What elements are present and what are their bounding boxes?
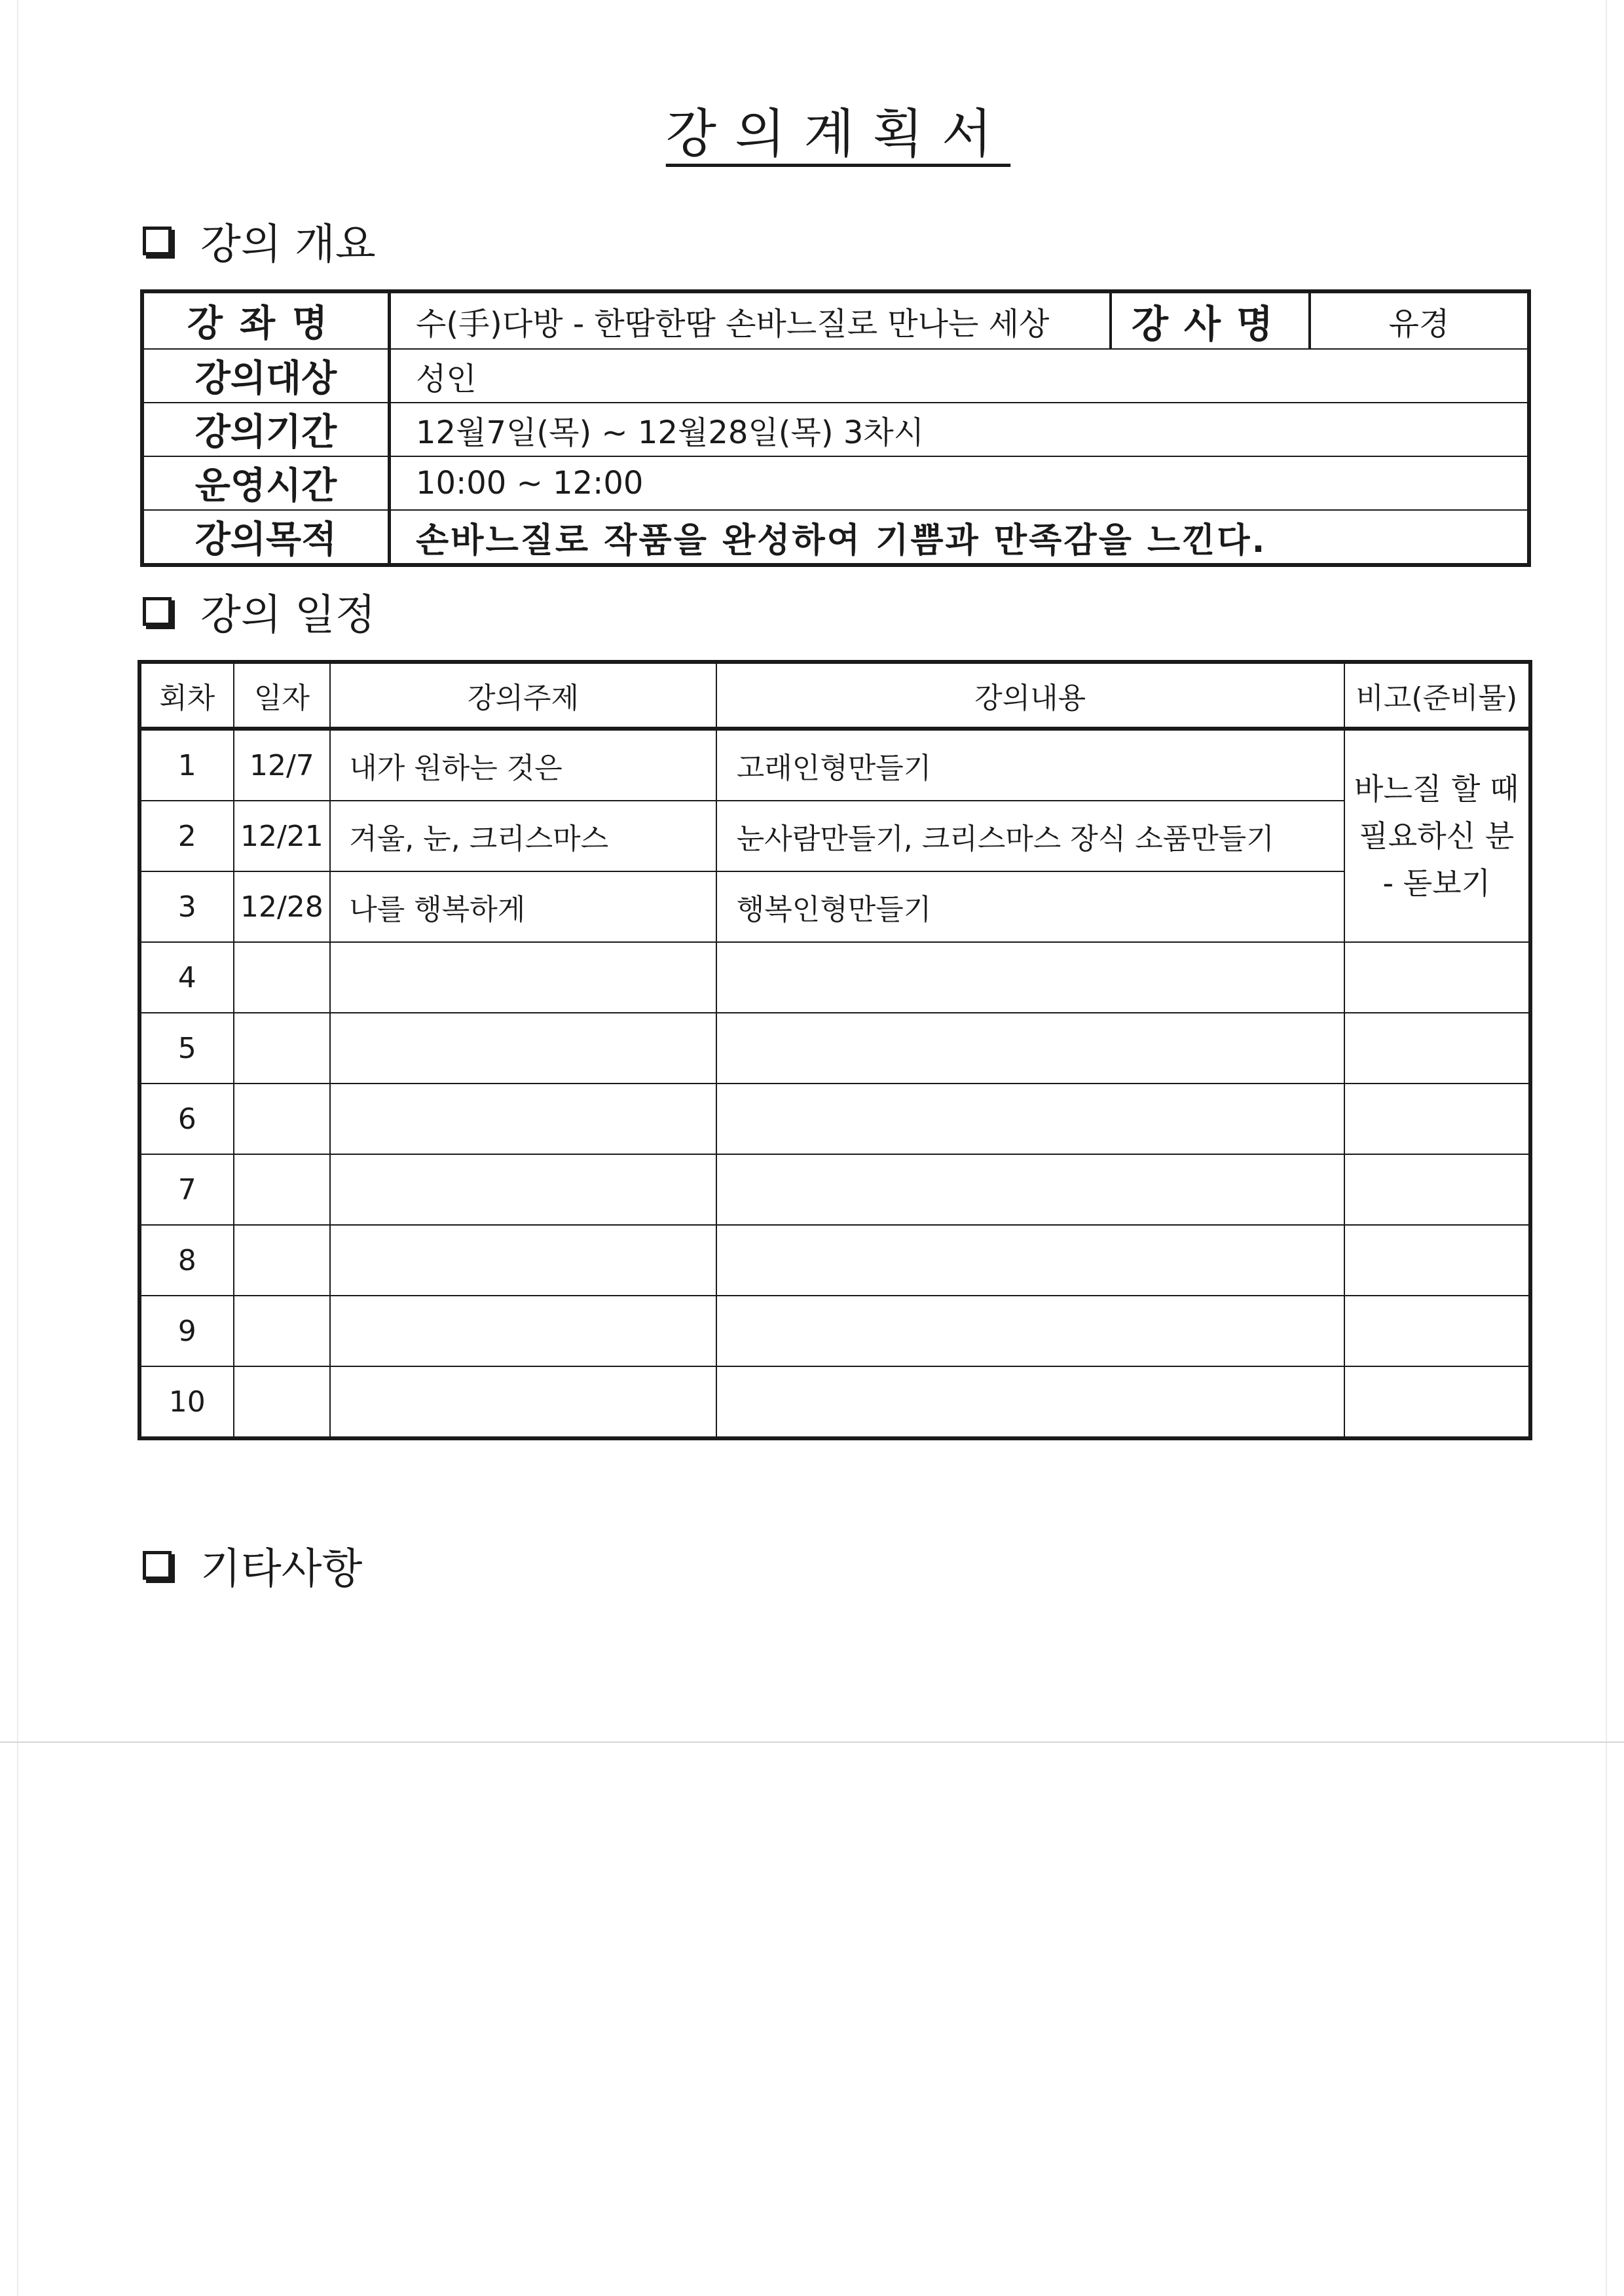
section-overview-label: 강의 개요 (200, 221, 376, 269)
course-name-label: 강좌명 (142, 291, 390, 349)
session-topic (330, 1366, 716, 1438)
note-cell (1344, 729, 1530, 942)
session-note (1344, 1084, 1530, 1154)
session-date (234, 1084, 331, 1154)
session-topic (330, 1296, 716, 1366)
session-date (234, 1366, 331, 1438)
session-content: 눈사람만들기, 크리스마스 장식 소품만들기 (716, 801, 1344, 871)
session-date (234, 1296, 331, 1366)
header-topic: 강의주제 (330, 662, 716, 729)
table-row (139, 1225, 1530, 1296)
session-topic (330, 1154, 716, 1225)
section-etc-heading (143, 1535, 362, 1595)
instructor-value: 유경 (1310, 291, 1529, 349)
header-date: 일자 (234, 662, 331, 729)
session-number: 6 (139, 1084, 234, 1154)
checkbox-square-icon (143, 227, 172, 255)
session-number: 2 (139, 801, 234, 871)
table-row (139, 1013, 1530, 1084)
table-row (139, 871, 1530, 942)
header-session: 회차 (139, 662, 234, 729)
table-row (139, 942, 1530, 1013)
time-label: 운영시간 (142, 456, 390, 510)
session-content: 행복인형만들기 (716, 871, 1344, 942)
header-note: 비고(준비물) (1344, 662, 1530, 729)
section-overview-heading (143, 211, 376, 271)
session-date: 12/7 (234, 729, 331, 801)
session-content (716, 1154, 1344, 1225)
note-line: 바느질 할 때 (1354, 771, 1519, 807)
session-date: 12/21 (234, 801, 331, 871)
period-label: 강의기간 (142, 403, 390, 456)
session-content (716, 1366, 1344, 1438)
overview-row-goal (142, 510, 1529, 565)
session-number: 5 (139, 1013, 234, 1084)
target-value: 성인 (390, 349, 1530, 403)
note-line: 필요하신 분 (1359, 818, 1515, 854)
course-name-value: 수(手)다방 - 한땀한땀 손바느질로 만나는 세상 (390, 291, 1111, 349)
session-topic (330, 1084, 716, 1154)
session-date: 12/28 (234, 871, 331, 942)
goal-value: 손바느질로 작품을 완성하여 기쁨과 만족감을 느낀다. (390, 510, 1530, 565)
section-schedule-label: 강의 일정 (200, 591, 376, 640)
scan-edge-left (17, 0, 18, 2296)
schedule-header-row (139, 662, 1530, 729)
table-row (139, 1154, 1530, 1225)
period-value: 12월7일(목) ~ 12월28일(목) 3차시 (390, 403, 1530, 456)
table-row (139, 729, 1530, 801)
session-topic: 겨울, 눈, 크리스마스 (330, 801, 716, 871)
table-row (139, 801, 1530, 871)
table-row (139, 1366, 1530, 1438)
session-number: 3 (139, 871, 234, 942)
session-content (716, 1296, 1344, 1366)
session-number: 4 (139, 942, 234, 1013)
session-number: 8 (139, 1225, 234, 1296)
overview-row-period (142, 403, 1529, 456)
page-fold-line (0, 1741, 1624, 1743)
overview-row-target (142, 349, 1529, 403)
session-topic: 나를 행복하게 (330, 871, 716, 942)
section-schedule-heading (143, 581, 376, 642)
session-topic (330, 1013, 716, 1084)
session-content (716, 942, 1344, 1013)
checkbox-square-icon (143, 1551, 172, 1580)
overview-row-course (142, 291, 1529, 349)
section-etc-label: 기타사항 (200, 1545, 363, 1594)
note-line: - 돋보기 (1382, 866, 1491, 901)
session-number: 1 (139, 729, 234, 801)
goal-label: 강의목적 (142, 510, 390, 565)
session-number: 9 (139, 1296, 234, 1366)
session-note (1344, 942, 1530, 1013)
session-content: 고래인형만들기 (716, 729, 1344, 801)
session-number: 7 (139, 1154, 234, 1225)
header-content: 강의내용 (716, 662, 1344, 729)
session-date (234, 1225, 331, 1296)
table-row (139, 1296, 1530, 1366)
session-content (716, 1013, 1344, 1084)
session-date (234, 1013, 331, 1084)
session-content (716, 1225, 1344, 1296)
session-note (1344, 1296, 1530, 1366)
session-date (234, 942, 331, 1013)
session-date (234, 1154, 331, 1225)
session-topic (330, 942, 716, 1013)
session-note (1344, 1013, 1530, 1084)
session-topic (330, 1225, 716, 1296)
session-content (716, 1084, 1344, 1154)
time-value: 10:00 ~ 12:00 (390, 456, 1530, 510)
document-title: 강의계획서 (665, 103, 1011, 164)
session-topic: 내가 원하는 것은 (330, 729, 716, 801)
course-schedule-table (138, 660, 1532, 1440)
checkbox-square-icon (143, 597, 172, 626)
scan-edge-right (1606, 0, 1607, 2296)
overview-row-time (142, 456, 1529, 510)
course-overview-table (140, 289, 1531, 567)
instructor-label: 강사명 (1111, 291, 1310, 349)
session-note (1344, 1366, 1530, 1438)
table-row (139, 1084, 1530, 1154)
session-number: 10 (139, 1366, 234, 1438)
session-note (1344, 1154, 1530, 1225)
session-note (1344, 1225, 1530, 1296)
target-label: 강의대상 (142, 349, 390, 403)
